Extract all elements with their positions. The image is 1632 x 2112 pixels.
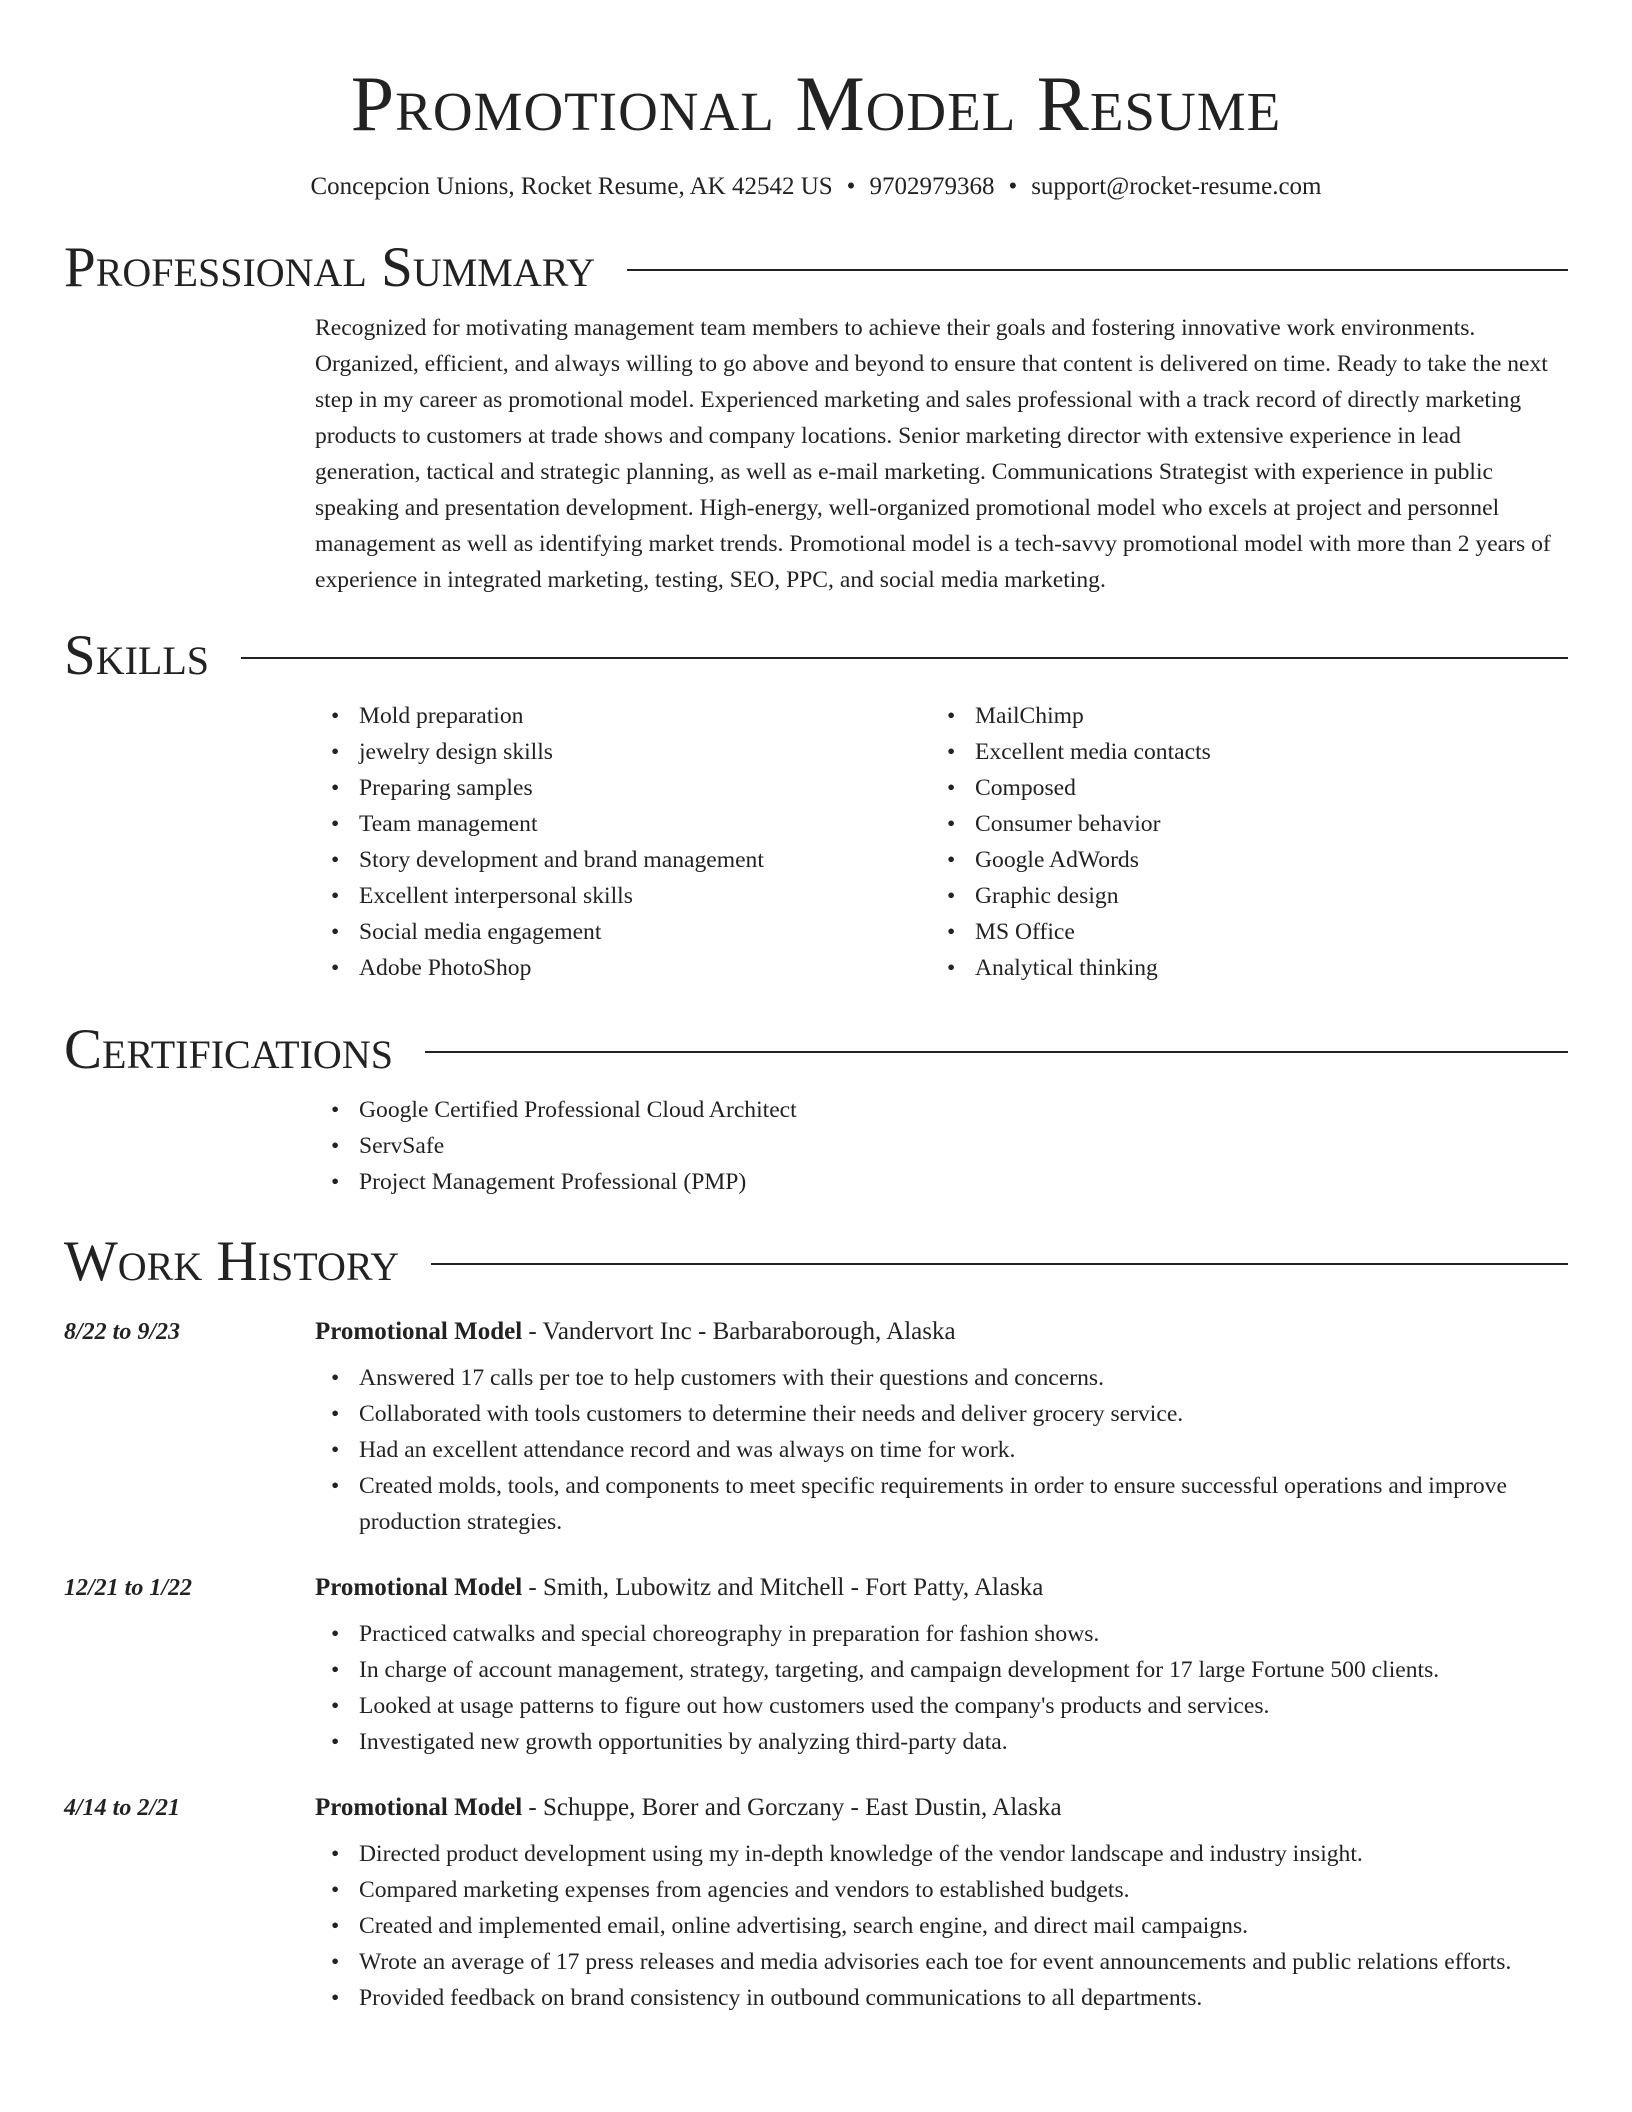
work-history-section: [64, 1226, 1568, 2016]
skill-item: • Analytical thinking: [931, 950, 1547, 986]
job-bullet: • Directed product development using my in-depth knowledge of the vendor landscape and industry insight.: [315, 1836, 1568, 1872]
skill-item: • Preparing samples: [315, 770, 931, 806]
job-employer: - Vandervort Inc - Barbaraborough, Alaska: [522, 1318, 956, 1345]
job-title: Promotional Model: [315, 1794, 523, 1821]
section-divider: [627, 269, 1568, 271]
job-dates: 4/14 to 2/21: [64, 1795, 181, 1821]
skills-heading: Skills: [64, 624, 210, 687]
skills-columns: [315, 698, 1568, 986]
contact-email: support@rocket-resume.com: [1031, 173, 1322, 200]
certification-item: • ServSafe: [315, 1128, 1568, 1164]
job-bullet: • Answered 17 calls per toe to help customers with their questions and concerns.: [315, 1360, 1568, 1396]
contact-address: Concepcion Unions, Rocket Resume, AK 42542 US: [310, 173, 833, 200]
job-body: [315, 1312, 1568, 1540]
job-bullets: [315, 1616, 1568, 1760]
job-employer: - Smith, Lubowitz and Mitchell - Fort Patty, Alaska: [522, 1574, 1044, 1601]
contact-line: [64, 172, 1568, 202]
job-bullet: • Compared marketing expenses from agencies and vendors to established budgets.: [315, 1872, 1568, 1908]
job-title: Promotional Model: [315, 1318, 523, 1345]
work-history-header: [64, 1226, 1568, 1298]
job-bullet: • Created molds, tools, and components to meet specific requirements in order to ensure successful operations and improve production strategies.: [315, 1468, 1568, 1540]
summary-section: [64, 232, 1568, 598]
job-bullet: • In charge of account management, strategy, targeting, and campaign development for 17 large Fortune 500 clients.: [315, 1652, 1568, 1688]
contact-phone: 9702979368: [869, 173, 995, 200]
contact-separator: •: [846, 173, 856, 200]
certification-item: • Google Certified Professional Cloud Architect: [315, 1092, 1568, 1128]
certifications-section: [64, 1014, 1568, 1200]
certifications-header: [64, 1014, 1568, 1086]
skill-item: • MS Office: [931, 914, 1547, 950]
job-bullet: • Collaborated with tools customers to determine their needs and deliver grocery service.: [315, 1396, 1568, 1432]
resume-page: [64, 0, 1568, 2016]
summary-text: Recognized for motivating management team members to achieve their goals and fostering innovative work environments. Organized, efficient, and always willing to go above and beyond to ensure that content is delivered on time. Ready to take the next step in my career as promotional model. Experienced marketing and sales professional with a track record of directly marketing products to customers at trade shows and company locations. Senior marketing director with extensive experience in lead generation, tactical and strategic planning, as well as e-mail marketing. Communications Strategist with experience in public speaking and presentation development. High-energy, well-organized promotional model who excels at project and personnel management as well as identifying market trends. Promotional model is a tech-savvy promotional model with more than 2 years of experience in integrated marketing, testing, SEO, PPC, and social media marketing.: [315, 315, 1551, 593]
job-bullet: • Wrote an average of 17 press releases and media advisories each toe for event announcements and public relations efforts.: [315, 1944, 1568, 1980]
certifications-list-wrap: [315, 1092, 1568, 1200]
job-bullets: [315, 1360, 1568, 1540]
section-divider: [425, 1051, 1568, 1053]
section-divider: [431, 1263, 1568, 1265]
job-title: Promotional Model: [315, 1574, 523, 1601]
work-history-heading: Work History: [64, 1230, 400, 1293]
skill-item: • Team management: [315, 806, 931, 842]
job-entry: [64, 1788, 1568, 2016]
job-body: [315, 1568, 1568, 1760]
job-bullet: • Looked at usage patterns to figure out how customers used the company's products and services.: [315, 1688, 1568, 1724]
skill-item: • Consumer behavior: [931, 806, 1547, 842]
skill-item: • jewelry design skills: [315, 734, 931, 770]
job-heading: [315, 1568, 1568, 1608]
certification-item: • Project Management Professional (PMP): [315, 1164, 1568, 1200]
skill-item: • Social media engagement: [315, 914, 931, 950]
job-heading: [315, 1788, 1568, 1828]
contact-separator: •: [1008, 173, 1018, 200]
skill-item: • MailChimp: [931, 698, 1547, 734]
job-heading: [315, 1312, 1568, 1352]
skill-item: • Graphic design: [931, 878, 1547, 914]
job-employer: - Schuppe, Borer and Gorczany - East Dustin, Alaska: [522, 1794, 1062, 1821]
job-bullet: • Investigated new growth opportunities by analyzing third-party data.: [315, 1724, 1568, 1760]
job-bullet: • Had an excellent attendance record and was always on time for work.: [315, 1432, 1568, 1468]
skills-list-left: [315, 698, 931, 986]
certifications-list: [315, 1092, 1568, 1200]
skills-header: [64, 620, 1568, 692]
job-dates: 12/21 to 1/22: [64, 1575, 193, 1601]
certifications-heading: Certifications: [64, 1018, 393, 1081]
skill-item: • Adobe PhotoShop: [315, 950, 931, 986]
skill-item: • Excellent media contacts: [931, 734, 1547, 770]
job-bullet: • Provided feedback on brand consistency in outbound communications to all departments.: [315, 1980, 1568, 2016]
job-body: [315, 1788, 1568, 2016]
skill-item: • Composed: [931, 770, 1547, 806]
job-entry: [64, 1568, 1568, 1760]
job-bullet: • Created and implemented email, online advertising, search engine, and direct mail campaigns.: [315, 1908, 1568, 1944]
job-entry: [64, 1312, 1568, 1540]
skills-section: [64, 620, 1568, 986]
summary-header: [64, 232, 1568, 304]
resume-title: Promotional Model Resume: [350, 60, 1282, 147]
skill-item: • Story development and brand management: [315, 842, 931, 878]
skill-item: • Google AdWords: [931, 842, 1547, 878]
section-divider: [241, 657, 1568, 659]
job-bullet: • Practiced catwalks and special choreography in preparation for fashion shows.: [315, 1616, 1568, 1652]
skill-item: • Excellent interpersonal skills: [315, 878, 931, 914]
job-bullets: [315, 1836, 1568, 2016]
summary-heading: Professional Summary: [64, 236, 596, 299]
job-dates: 8/22 to 9/23: [64, 1319, 181, 1345]
skill-item: • Mold preparation: [315, 698, 931, 734]
skills-list-right: [931, 698, 1547, 986]
